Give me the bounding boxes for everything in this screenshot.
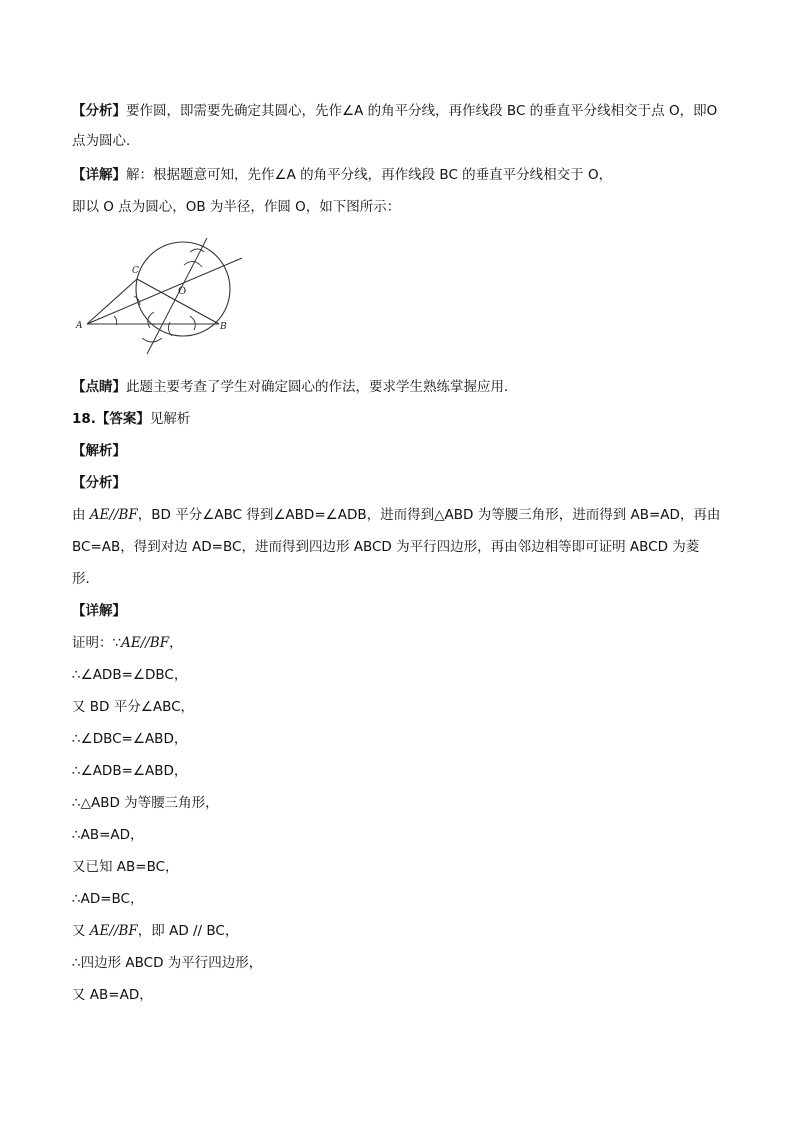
proof-step-9: ∴AD=BC， (72, 891, 144, 907)
analysis-label: 【分析】 (72, 103, 126, 119)
triangle-abc (87, 279, 219, 324)
detail-label-18: 【详解】 (72, 603, 126, 619)
comment-text: 此题主要考查了学生对确定圆心的作法，要求学生熟练掌握应用． (126, 379, 518, 395)
analysis-18-text-2: BC=AB，得到对边 AD=BC，进而得到四边形 ABCD 为平行四边形，再由邻边相等即可证明 ABCD 为菱 (72, 539, 700, 555)
proof-step-8: 又已知 AB=BC， (72, 859, 179, 875)
analysis-text-1: 要作圆，即需要先确定其圆心，先作∠A 的角平分线，再作线段 BC 的垂直平分线相交于点 O，即O (126, 103, 718, 119)
arc-mark (142, 338, 162, 342)
proof-step-1-suffix: ， (169, 635, 183, 651)
ae-parallel-bf: AE//BF (89, 507, 138, 523)
analysis-18-prefix: 由 (72, 507, 90, 523)
angle-bisector-line (87, 258, 242, 324)
proof-step-5: ∴∠ADB=∠ABD， (72, 763, 188, 779)
proof-step-12: 又 AB=AD， (72, 987, 153, 1003)
ae-parallel-bf: AE//BF (89, 923, 138, 939)
label-c: C (132, 266, 139, 276)
proof-step-2: ∴∠ADB=∠DBC， (72, 667, 188, 683)
proof-step-10-suffix: ，即 AD // BC， (137, 923, 239, 939)
analysis-label-18: 【分析】 (72, 475, 126, 491)
answer-text: 见解析 (149, 411, 191, 427)
detail-text-1: 解：根据题意可知，先作∠A 的角平分线，再作线段 BC 的垂直平分线相交于 O， (126, 167, 613, 183)
proof-step-11: ∴四边形 ABCD 为平行四边形， (72, 955, 263, 971)
arc-mark (190, 249, 204, 252)
comment-label: 【点睛】 (72, 379, 126, 395)
detail-label: 【详解】 (72, 167, 126, 183)
proof-step-1-prefix: 证明：∵ (72, 635, 122, 651)
geometry-figure (72, 230, 248, 360)
ae-parallel-bf: AE//BF (121, 635, 170, 651)
label-b: B (220, 322, 227, 332)
label-a: A (76, 321, 83, 331)
arc-mark (190, 316, 195, 330)
comment-paragraph (72, 377, 728, 397)
analysis-18-text-3: 形． (72, 571, 99, 587)
proof-step-7: ∴AB=AD， (72, 827, 144, 843)
analysis-18-line-1 (72, 505, 728, 525)
analysis-paragraph (72, 101, 728, 121)
perpendicular-bisector-line (147, 238, 207, 354)
analysis-18-text-1: ，BD 平分∠ABC 得到∠ABD=∠ADB，进而得到△ABD 为等腰三角形，进而得到 AB=AD，再由 (137, 507, 721, 523)
proof-step-10-prefix: 又 (72, 923, 90, 939)
proof-step-10 (72, 921, 728, 941)
solution-label: 【解析】 (72, 443, 126, 459)
analysis-text-2: 点为圆心． (72, 133, 140, 149)
detail-text-2: 即以 O 点为圆心，OB 为半径，作圆 O，如下图所示： (72, 199, 401, 215)
answer-label: 18.【答案】 (72, 411, 150, 427)
proof-step-1 (72, 633, 728, 653)
proof-step-4: ∴∠DBC=∠ABD， (72, 731, 188, 747)
answer-paragraph (72, 409, 728, 429)
proof-step-3: 又 BD 平分∠ABC， (72, 699, 195, 715)
proof-step-6: ∴△ABD 为等腰三角形， (72, 795, 219, 811)
label-o: O (178, 286, 187, 297)
detail-paragraph (72, 165, 728, 185)
